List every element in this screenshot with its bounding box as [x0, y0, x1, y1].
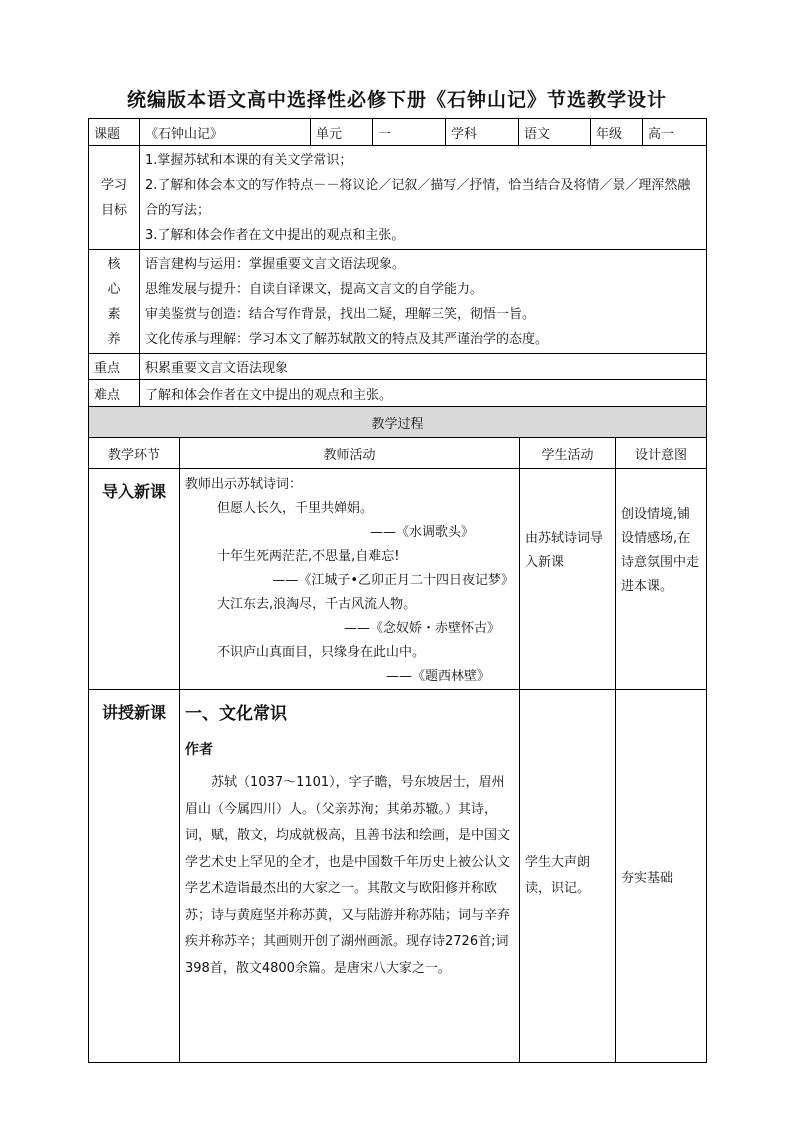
intro-student-text: 由苏轼诗词导入新课: [525, 531, 604, 570]
goals-row: [89, 146, 707, 250]
subject-value: 语文: [519, 119, 591, 146]
goals-label-line: 学习: [100, 177, 127, 193]
core-item: 语言建构与运用：掌握重要文言文语法现象。: [145, 256, 406, 272]
lecture-student-activity: 学生大声朗读，识记。: [520, 690, 616, 1063]
column-header-student: 学生活动: [520, 438, 616, 469]
goals-content: [140, 146, 707, 250]
grade-label: 年级: [591, 119, 643, 146]
focus-value: 积累重要文言文语法现象: [140, 354, 707, 380]
focus-label: 重点: [89, 354, 140, 380]
page-title: 统编版本语文高中选择性必修下册《石钟山记》节选教学设计: [126, 89, 667, 111]
intro-teacher-activity: [180, 469, 520, 690]
core-label-char: 养: [107, 331, 121, 347]
column-header-stage: 教学环节: [89, 438, 180, 469]
lecture-teacher-activity: [180, 690, 520, 1063]
lecture-row: [89, 690, 707, 1063]
topic-value: 《石钟山记》: [140, 119, 311, 146]
teaching-process-table: [88, 406, 707, 1063]
intro-row: [89, 469, 707, 690]
core-label-char: 心: [107, 281, 121, 297]
poem-line: 大江东去,浪淘尽，千古风流人物。: [217, 597, 417, 612]
intro-student-activity: [520, 469, 616, 690]
info-table: [88, 118, 707, 407]
core-literacy-content: [140, 250, 707, 354]
intro-intent-text: 创设情境,铺设情感场,在诗意氛围中走进本课。: [621, 507, 700, 594]
poem-source: ——《江城子•乙卯正月二十四日夜记梦》: [272, 573, 514, 588]
basic-info-row: [89, 119, 707, 146]
author-paragraph: 苏轼（1037～1101），字子瞻，号东坡居士，眉州眉山（今属四川）人。（父亲苏洵；其弟苏辙。）其诗，词，赋，散文，均成就极高，且善书法和绘画，是中国文学艺术史上罕见的全才，也是中国数千年历史上被公认文学艺术造诣最杰出的大家之一。其散文与欧阳修并称欧苏；诗与黄庭坚并称苏黄，又与陆游并称苏陆；词与辛弃疾并称苏辛；其画则开创了湖州画派。现存诗2726首;词398首，散文4800余篇。是唐宋八大家之一。: [185, 775, 511, 976]
topic-label: 课题: [89, 119, 140, 146]
poem-source: ——《念奴娇・赤壁怀古》: [343, 621, 500, 636]
goals-label: [89, 146, 140, 250]
difficulty-label: 难点: [89, 380, 140, 407]
core-label-char: 核: [107, 256, 121, 272]
goal-item: 3.了解和体会作者在文中提出的观点和主张。: [145, 227, 405, 243]
core-item: 审美鉴赏与创造：结合写作背景，找出二疑，理解三笑，彻悟一旨。: [145, 306, 536, 322]
goal-item: 2.了解和体会本文的写作特点－－将议论／记叙／描写／抒情，恰当结合及将情／景／理浑然融合的写法；: [145, 177, 691, 218]
core-literacy-row: [89, 250, 707, 354]
subject-label: 学科: [446, 119, 519, 146]
difficulty-value: 了解和体会作者在文中提出的观点和主张。: [140, 380, 707, 407]
core-literacy-label: [89, 250, 140, 354]
intro-lead: 教师出示苏轼诗词：: [185, 477, 303, 492]
core-item: 文化传承与理解：学习本文了解苏轼散文的特点及其严谨治学的态度。: [145, 331, 549, 347]
column-header-intent: 设计意图: [616, 438, 707, 469]
intro-design-intent: [616, 469, 707, 690]
grade-value: 高一: [643, 119, 707, 146]
core-label-char: 素: [107, 306, 121, 322]
intro-stage: 导入新课: [89, 469, 180, 690]
column-header-row: [89, 438, 707, 469]
goals-label-line: 目标: [100, 202, 127, 218]
poem-line: 十年生死两茫茫,不思量,自难忘!: [217, 549, 400, 564]
sub-title: 作者: [185, 742, 213, 758]
poem-line: 但愿人长久，千里共婵娟。: [217, 501, 374, 516]
lecture-stage: 讲授新课: [89, 690, 180, 1063]
poem-source: ——《水调歌头》: [369, 525, 474, 540]
lecture-design-intent: 夯实基础: [616, 690, 707, 1063]
poem-source: ——《题西林壁》: [385, 669, 490, 684]
focus-row: [89, 354, 707, 380]
poem-line: 不识庐山真面目，只缘身在此山中。: [217, 645, 426, 660]
unit-value: 一: [373, 119, 446, 146]
process-header: 教学过程: [89, 407, 707, 438]
unit-label: 单元: [311, 119, 373, 146]
core-item: 思维发展与提升：自读自译课文，提高文言文的自学能力。: [145, 281, 484, 297]
section-title: 一、文化常识: [185, 704, 287, 724]
difficulty-row: [89, 380, 707, 407]
goal-item: 1.掌握苏轼和本课的有关文学常识；: [145, 152, 353, 168]
column-header-teacher: 教师活动: [180, 438, 520, 469]
process-header-row: [89, 407, 707, 438]
